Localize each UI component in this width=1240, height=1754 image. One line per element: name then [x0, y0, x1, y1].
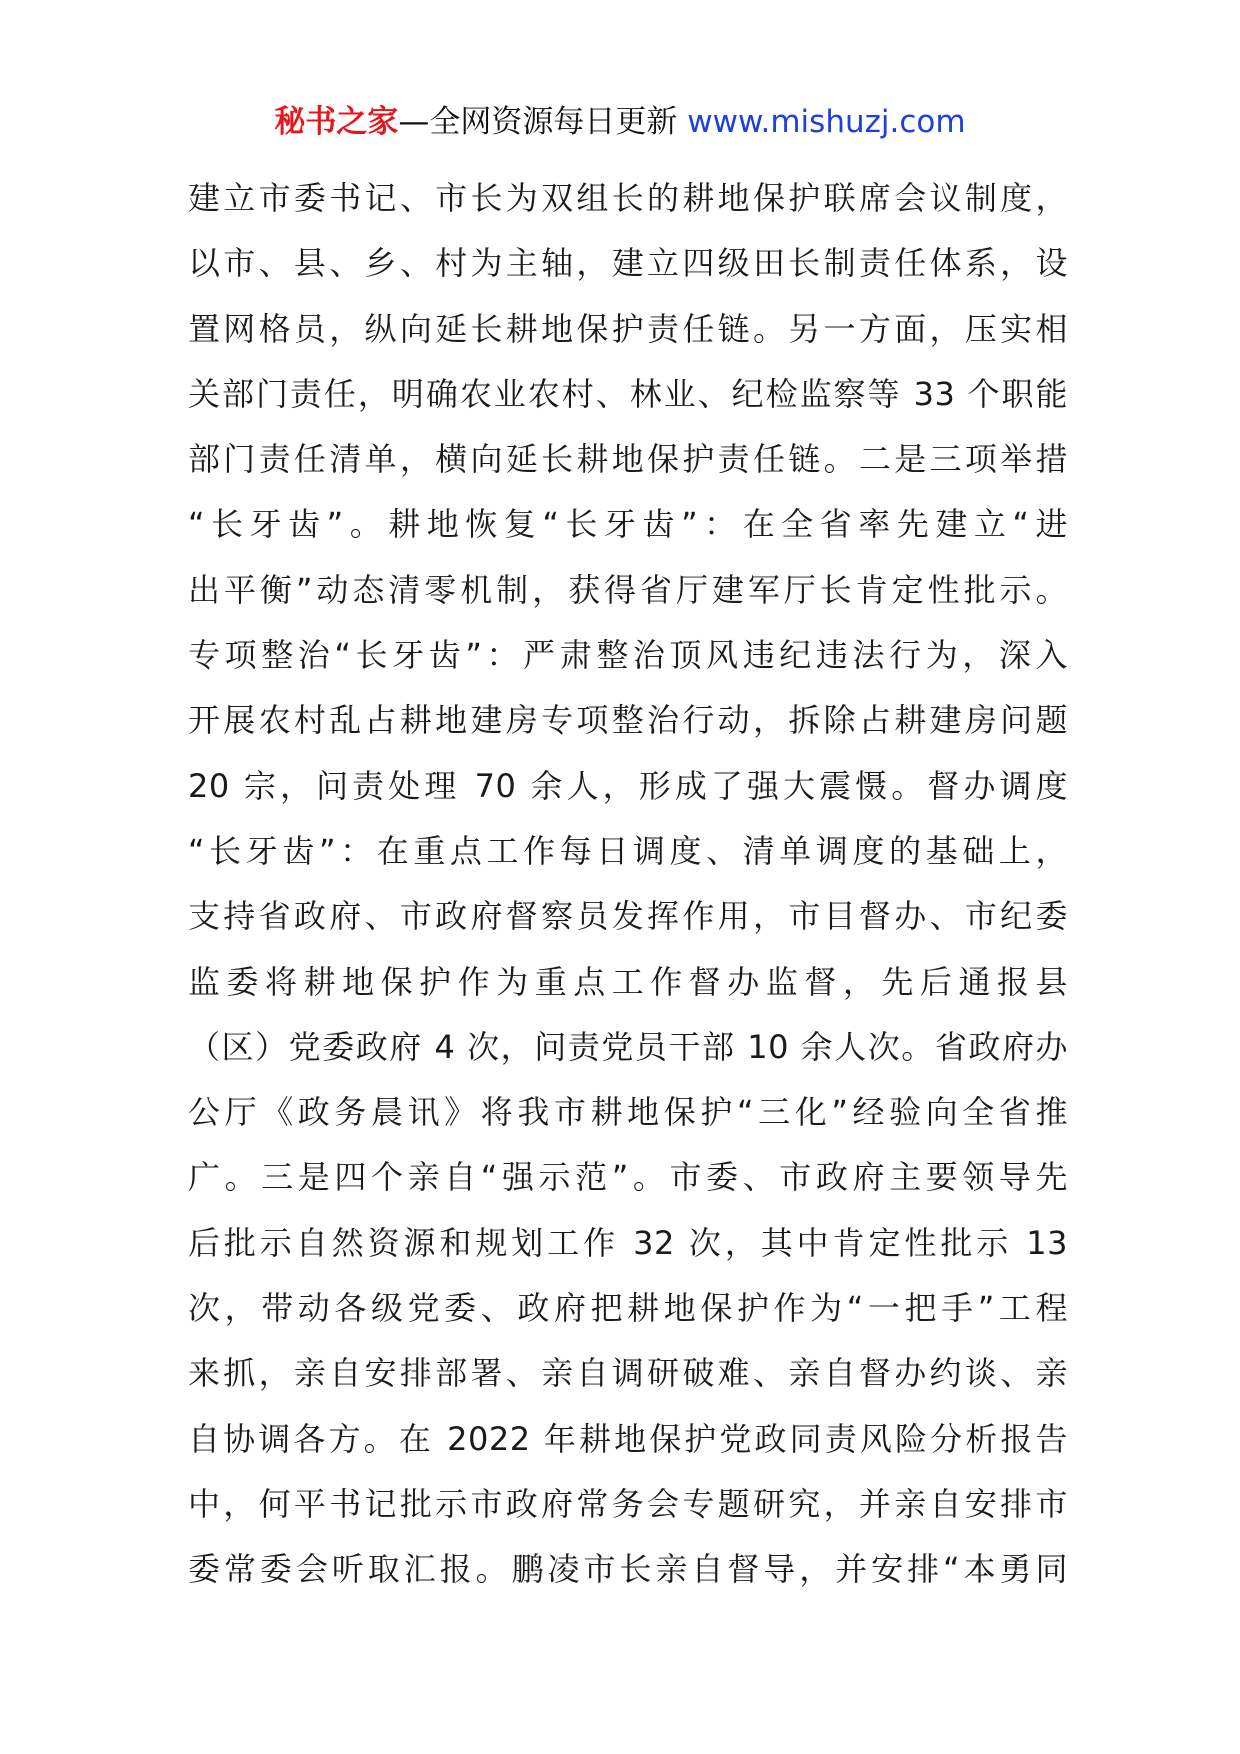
text-line: 20 宗，问责处理 70 余人，形成了强大震慑。督办调度 [188, 766, 1068, 805]
text-line: 来抓，亲自安排部署、亲自调研破难、亲自督办约谈、亲 [188, 1354, 1068, 1393]
text-line: 以市、县、乡、村为主轴，建立四级田长制责任体系，设 [188, 244, 1068, 283]
text-line: 关部门责任，明确农业农村、林业、纪检监察等 33 个职能 [188, 374, 1068, 413]
text-line: 建立市委书记、市长为双组长的耕地保护联席会议制度， [188, 179, 1068, 217]
text-line: “长牙齿”。耕地恢复“长牙齿”：在全省率先建立“进 [188, 505, 1068, 544]
text-line: 公厅《政务晨讯》将我市耕地保护“三化”经验向全省推 [188, 1093, 1068, 1132]
text-line: 监委将耕地保护作为重点工作督办监督，先后通报县 [188, 962, 1068, 1001]
header-tagline: —全网资源每日更新 [398, 104, 688, 140]
text-line: 中，何平书记批示市政府常务会专题研究，并亲自安排市 [188, 1484, 1068, 1523]
text-line: 部门责任清单，横向延长耕地保护责任链。二是三项举措 [188, 440, 1068, 479]
text-line: 专项整治“长牙齿”：严肃整治顶风违纪违法行为，深入 [188, 636, 1068, 675]
text-line: 开展农村乱占耕地建房专项整治行动，拆除占耕建房问题 [188, 701, 1068, 740]
text-line: “长牙齿”：在重点工作每日调度、清单调度的基础上， [188, 831, 1068, 870]
text-line: （区）党委政府 4 次，问责党员干部 10 余人次。省政府办 [188, 1027, 1068, 1066]
text-line: 广。三是四个亲自“强示范”。市委、市政府主要领导先 [188, 1158, 1068, 1197]
text-line: 置网格员，纵向延长耕地保护责任链。另一方面，压实相 [188, 309, 1068, 348]
text-line: 委常委会听取汇报。鹏凌市长亲自督导，并安排“本勇同 [188, 1550, 1068, 1589]
text-line: 后批示自然资源和规划工作 32 次，其中肯定性批示 13 [188, 1223, 1068, 1262]
text-line: 出平衡”动态清零机制，获得省厅建军厅长肯定性批示。 [188, 570, 1068, 609]
text-line: 自协调各方。在 2022 年耕地保护党政同责风险分析报告 [188, 1419, 1068, 1458]
text-line: 次，带动各级党委、政府把耕地保护作为“一把手”工程 [188, 1289, 1068, 1328]
document-body [188, 166, 1068, 1603]
site-url-link[interactable]: www.mishuzj.com [687, 104, 966, 140]
text-line: 支持省政府、市政府督察员发挥作用，市目督办、市纪委 [188, 897, 1068, 936]
site-header [0, 100, 1240, 144]
brand-name: 秘书之家 [274, 104, 399, 140]
